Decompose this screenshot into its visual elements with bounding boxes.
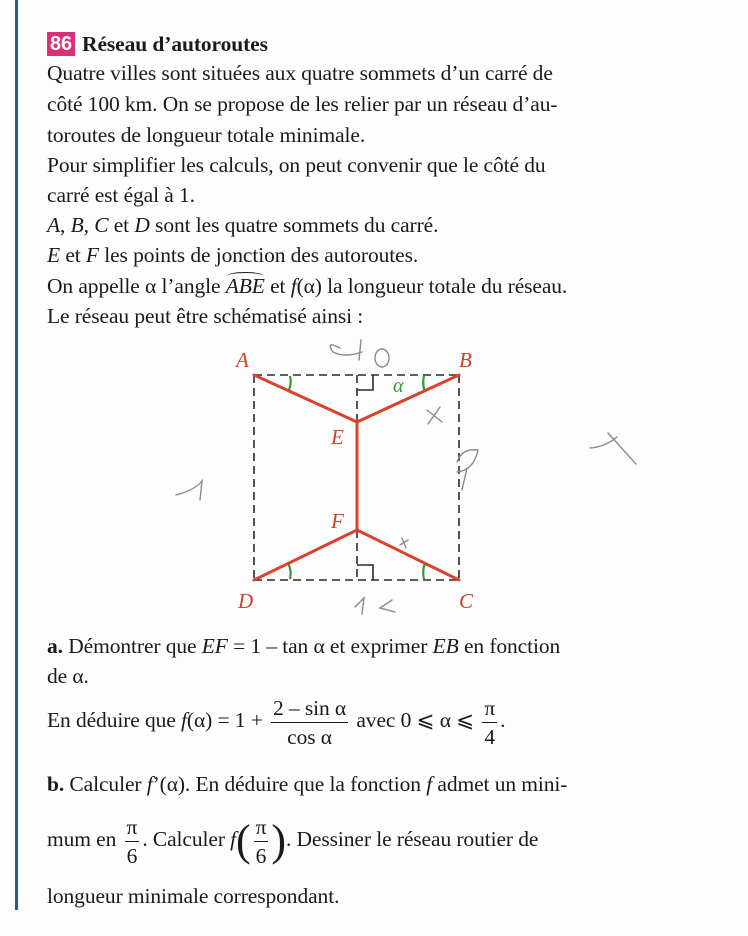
numerator: 2 – sin α xyxy=(271,694,348,723)
text: et xyxy=(264,274,291,298)
text: (α) = 1 + xyxy=(186,708,268,732)
text: mum en xyxy=(47,827,122,851)
text: les points de jonction des autoroutes. xyxy=(98,243,419,267)
question-label: a. xyxy=(47,634,63,658)
text: et xyxy=(108,213,135,237)
text: et xyxy=(60,243,86,267)
numerator: π xyxy=(254,813,269,842)
denominator: cos α xyxy=(287,724,332,749)
text: En déduire que xyxy=(47,708,182,732)
math-var: f xyxy=(290,274,297,298)
vertex-label-b: B xyxy=(459,348,472,372)
exercise-title: Réseau d’autoroutes xyxy=(82,32,268,56)
text: . Dessiner le réseau routier de xyxy=(285,827,539,851)
text: , xyxy=(83,213,95,237)
text: la longueur totale du réseau. xyxy=(321,274,568,298)
angle-abe: ABE xyxy=(225,274,265,298)
math-var: C xyxy=(94,213,109,237)
math-var: B xyxy=(70,213,84,237)
math-var: E xyxy=(47,243,61,267)
question-b-line: longueur minimale correspondant. xyxy=(47,884,340,908)
statement-line xyxy=(47,212,438,238)
exercise-number-badge: 86 xyxy=(47,32,75,56)
text: , xyxy=(60,213,71,237)
math-var: f xyxy=(426,772,433,796)
vertex-label-c: C xyxy=(459,589,474,613)
math-var: EF xyxy=(201,634,228,658)
text: . xyxy=(500,708,506,732)
vertex-label-d: D xyxy=(238,589,254,613)
statement-line: Le réseau peut être schématisé ainsi : xyxy=(47,304,364,328)
vertex-label-f: F xyxy=(331,509,344,533)
text: admet un mini- xyxy=(432,772,568,796)
question-b-line xyxy=(47,771,567,797)
text: . Calculer xyxy=(142,827,231,851)
question-a-line xyxy=(47,633,560,659)
text: On appelle α l’angle xyxy=(47,274,226,298)
text: avec 0 ⩽ α ⩽ xyxy=(351,708,480,732)
text: (α) xyxy=(296,274,322,298)
denominator: 6 xyxy=(126,843,138,868)
denominator: 4 xyxy=(484,724,496,749)
statement-line: carré est égal à 1. xyxy=(47,183,195,207)
math-var: F xyxy=(85,243,99,267)
paren-open: ( xyxy=(236,816,251,866)
vertex-label-e: E xyxy=(331,425,344,449)
text: Calculer xyxy=(64,772,147,796)
text: = 1 – tan α et exprimer xyxy=(227,634,433,658)
fraction xyxy=(254,813,269,870)
statement-line xyxy=(47,242,418,268)
numerator: π xyxy=(125,813,140,842)
statement-line: Quatre villes sont situées aux quatre sommets d’un carré de xyxy=(47,61,553,85)
text: en fonction xyxy=(458,634,561,658)
question-a-line: de α. xyxy=(47,664,89,688)
statement-line xyxy=(47,273,567,299)
fraction xyxy=(125,813,140,870)
vertex-label-a: A xyxy=(236,348,249,372)
fraction xyxy=(271,694,348,751)
text: Démontrer que xyxy=(62,634,202,658)
angle-label-alpha: α xyxy=(393,375,404,397)
right-angle-icon xyxy=(357,375,373,580)
math-var: f xyxy=(230,827,237,851)
paren-close: ) xyxy=(271,816,286,866)
question-a-formula xyxy=(47,692,505,751)
numerator: π xyxy=(482,694,497,723)
denominator: 6 xyxy=(255,843,267,868)
text: sont les quatre sommets du carré. xyxy=(149,213,439,237)
math-var: f xyxy=(181,708,187,732)
math-var: f xyxy=(146,772,153,796)
math-var: A xyxy=(47,213,61,237)
fraction xyxy=(482,694,497,751)
statement-line: toroutes de longueur totale minimale. xyxy=(47,123,366,147)
handwritten-notes xyxy=(176,340,636,614)
statement-line: Pour simplifier les calculs, on peut convenir que le côté du xyxy=(47,153,546,177)
math-var: D xyxy=(134,213,150,237)
exercise-header xyxy=(47,31,268,57)
text: ’(α). En déduire que la fonction xyxy=(152,772,427,796)
question-label: b. xyxy=(47,772,65,796)
math-var: EB xyxy=(432,634,459,658)
statement-line: côté 100 km. On se propose de les relier par un réseau d’au- xyxy=(47,92,558,116)
question-b-formula xyxy=(47,811,538,870)
